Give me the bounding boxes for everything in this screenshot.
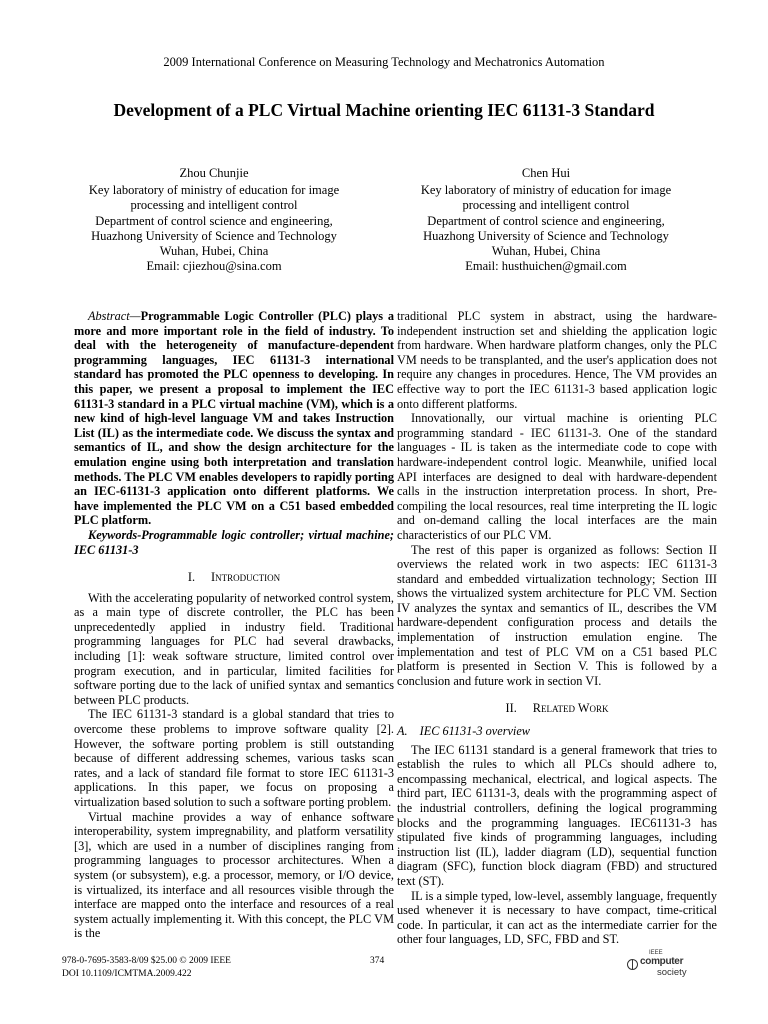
author-block-1: [54, 166, 374, 274]
author-affiliation-line: Department of control science and engineering,: [95, 213, 333, 228]
page-number: 374: [370, 956, 385, 966]
logo-word-society: society: [657, 967, 687, 978]
paragraph: Innovationally, our virtual machine is orienting PLC programming standard - IEC 61131-3. One of the standard languages - IL is taken as the intermediate code to cope with hardware-independent control logic. Meanwhile, unified local API interfaces are designed to deal with hardware-dependent calls in the instruction interpretation process. In short, Pre-compiling the local resources, real time interpreting the IL logic and on-demand calling the local interfaces are the main characteristics of our PLC VM.: [397, 411, 717, 542]
footer-doi: DOI 10.1109/ICMTMA.2009.422: [62, 969, 192, 979]
author-affiliation-line: Wuhan, Hubei, China: [159, 244, 269, 259]
abstract: [74, 309, 394, 528]
globe-icon: [627, 959, 638, 970]
abstract-text: Programmable Logic Controller (PLC) plays a more and more important role in the field of industry. To deal with the heterogeneity of manufacture-dependent programming languages, IEC 61131-3 international standard has promoted the PLC openness to developing. In this paper, we present a proposal to implement the IEC 61131-3 standard in a PLC virtual machine (VM), which is a new kind of high-level language VM and takes Instruction List (IL) as the intermediate code. We discuss the syntax and semantics of IL, and show the design architecture for the emulation engine using both interpretation and translation methods. The PLC VM enables developers to rapidly porting an IEC-61131-3 application onto different platforms. We have implemented the PLC VM on a C51 based embedded PLC platform.: [74, 309, 394, 528]
author-affiliation-line: processing and intelligent control: [130, 198, 298, 213]
logo-word-computer: computer: [640, 956, 684, 967]
author-affiliation-line: Huazhong University of Science and Technology: [91, 228, 337, 243]
paragraph: With the accelerating popularity of networked control system, as a main type of discrete controller, the PLC has been unprecedentedly applied in industry field. Traditional programming languages for PLC had several drawbacks, including [1]: weak software structure, limited control over program execution, and in particular, limited facilities for software porting due to the lack of unified syntax and semantics between PLC products.: [74, 590, 394, 707]
author-affiliation-line: Key laboratory of ministry of education for image: [88, 183, 340, 198]
footer-isbn: 978-0-7695-3583-8/09 $25.00 © 2009 IEEE: [62, 956, 231, 966]
section-heading-related-work: [397, 701, 717, 716]
author-name: Chen Hui: [521, 166, 571, 180]
author-block-2: [386, 166, 706, 274]
section-title: Related Work: [532, 701, 609, 716]
paragraph: The IEC 61131 standard is a general framework that tries to establish the rules to which all PLCs should adhere to, encompassing mechanical, electrical, and logical aspects. The third part, IEC 61131-3, deals with the programming aspect of the industrial controllers, defining the logical programming blocks and the programming languages. IEC61131-3 has stipulated five kinds of programming languages, including instruction list (IL), ladder diagram (LD), sequential function diagram (SFC), function block diagram (FBD) and structured text (ST).: [397, 742, 717, 888]
section-title: Introduction: [211, 570, 281, 585]
author-email: Email: cjiezhou@sina.com: [146, 259, 282, 274]
footer-publication-info: [62, 955, 231, 981]
author-name: Zhou Chunjie: [179, 166, 249, 180]
author-affiliation-line: processing and intelligent control: [462, 198, 630, 213]
abstract-label: Abstract—: [88, 309, 141, 323]
section-heading-introduction: [74, 570, 394, 585]
ieee-computer-society-logo: [627, 950, 707, 980]
paper-title: Development of a PLC Virtual Machine orienting IEC 61131-3 Standard: [113, 100, 655, 120]
paragraph: IL is a simple typed, low-level, assembly language, frequently used whenever it is necessary to have compact, time-critical code. In particular, it can act as the intermediate carrier for the other four languages, LD, SFC, FBD and ST.: [397, 888, 717, 947]
section-number: II.: [505, 701, 517, 716]
logo-ieee-text: IEEE: [649, 950, 663, 956]
conference-name: 2009 International Conference on Measuring Technology and Mechatronics Automation: [163, 55, 605, 69]
author-affiliation-line: Key laboratory of ministry of education for image: [420, 183, 672, 198]
subsection-heading: [397, 724, 717, 739]
section-number: I.: [187, 570, 196, 585]
paragraph: Virtual machine provides a way of enhance software interoperability, system impregnability, and platform versatility [3], which are used in a number of disciplines ranging from programming languages to processor architectures. When a system (or subsystem), e.g. a processor, memory, or I/O device, is virtualized, its interface and all resources visible through the interface are mapped onto the interface and resources of a real system actually implementing it. With this concept, the PLC VM is the: [74, 809, 394, 941]
paragraph: The rest of this paper is organized as follows: Section II overviews the related work in two aspects: IEC 61131-3 standard and embedded virtualization technology; Section III shows the virtualized system architecture for PLC VM. Section IV analyzes the syntax and semantics of IL, describes the VM hardware-dependent configuration process and details the implementation of instruction emulation engine. The implementation and test of PLC VM on a C51 based PLC platform is presented in Section V. This is followed by a conclusion and future work in section VI.: [397, 542, 717, 688]
paragraph-continuation: traditional PLC system in abstract, using the hardware-independent instruction set and shielding the application logic from hardware. When hardware platform changes, only the PLC VM needs to be transplanted, and the user's application does not require any changes in procedures. Hence, The VM provides an effective way to port the IEC 61131-3 based application logic onto different platforms.: [397, 309, 717, 411]
right-column: [397, 309, 717, 947]
subsection-title: IEC 61131-3 overview: [419, 724, 531, 739]
author-affiliation-line: Department of control science and engineering,: [427, 213, 665, 228]
paragraph: The IEC 61131-3 standard is a global standard that tries to overcome these problems to improve software quality [2]. However, the software porting problem is still outstanding because of different addressing schemes, various tasks scan rates, and a lack of standard file format to store IEC 61131-3 applications. In this paper, we focus on proposing a virtualization based solution to such a software porting problem.: [74, 707, 394, 809]
author-email: Email: husthuichen@gmail.com: [465, 259, 627, 274]
subsection-number: A.: [397, 724, 408, 739]
author-affiliation-line: Wuhan, Hubei, China: [491, 244, 601, 259]
author-affiliation-line: Huazhong University of Science and Technology: [423, 228, 669, 243]
left-column: [74, 309, 394, 941]
keywords: Keywords-Programmable logic controller; virtual machine; IEC 61131-3: [74, 527, 394, 557]
